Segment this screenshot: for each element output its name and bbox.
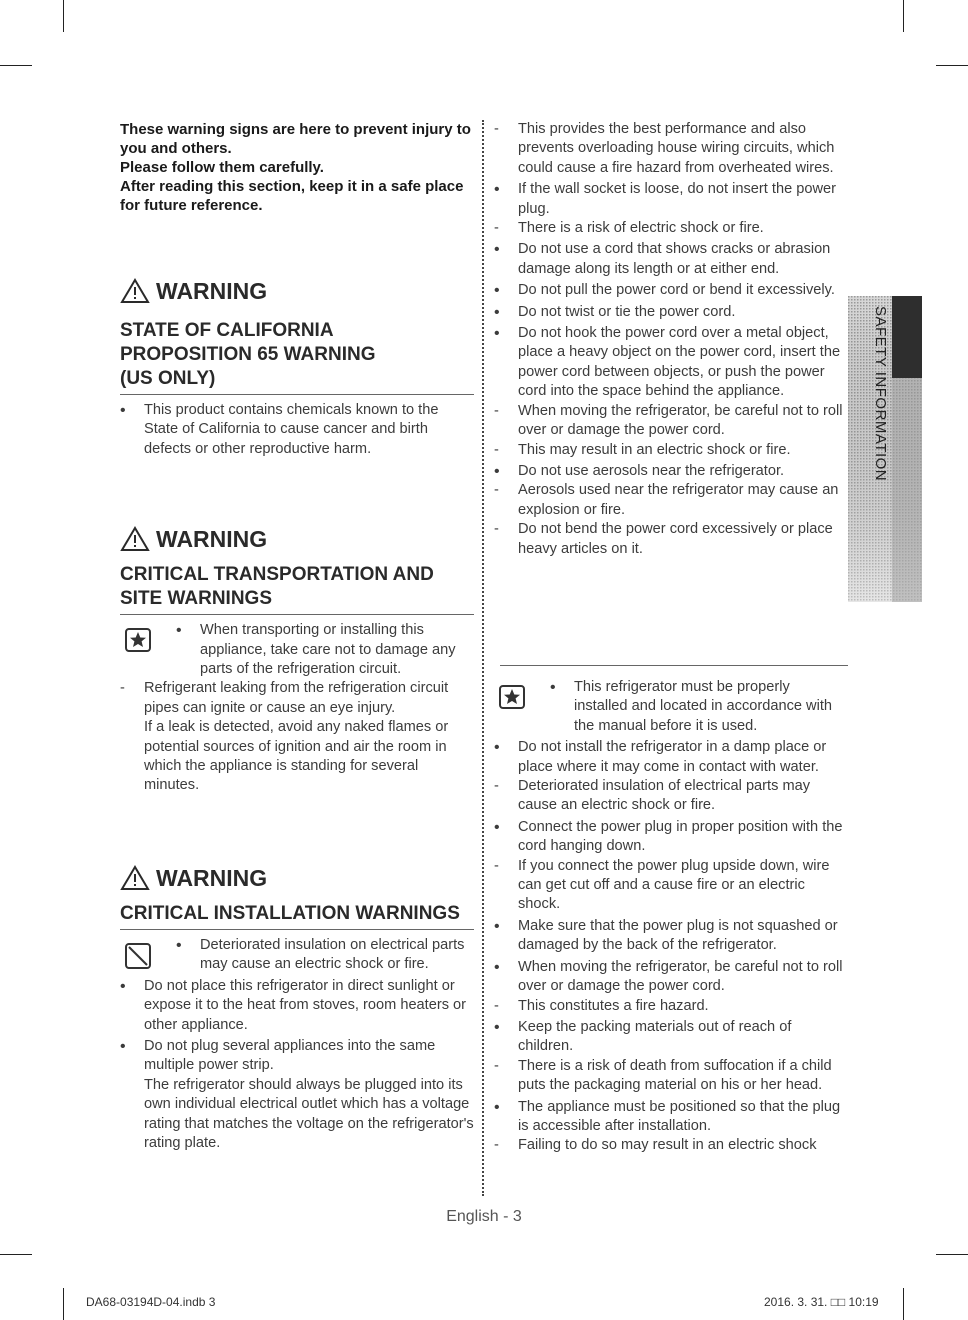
list-item: • Make sure that the power plug is not squashed or damaged by the back of the refrigerator. <box>494 917 846 956</box>
crop-mark <box>63 0 64 32</box>
section-title-line: CRITICAL TRANSPORTATION AND <box>120 564 434 586</box>
list-item: • Do not install the refrigerator in a damp place or place where it may come in contact with water. <box>494 738 846 777</box>
list-item: • The appliance must be positioned so that the plug is accessible after installation. <box>494 1098 846 1137</box>
section-items <box>120 936 474 1153</box>
warning-triangle-icon <box>120 526 150 552</box>
star-notice-icon <box>498 684 526 716</box>
list-item: • Do not pull the power cord or bend it excessively. <box>494 281 846 300</box>
list-item: • When moving the refrigerator, be careful not to roll over or damage the power cord. <box>494 958 846 997</box>
crop-mark <box>63 1288 64 1320</box>
list-item: • Do not use aerosols near the refrigerator. <box>494 462 846 481</box>
section-title-transport <box>120 563 474 615</box>
crop-mark <box>903 1288 904 1320</box>
warning-heading <box>120 525 474 553</box>
list-item: If a leak is detected, avoid any naked flames or potential sources of ignition and air the room in which the appliance is standing for several minutes. <box>144 719 449 794</box>
prohibited-icon <box>124 942 152 976</box>
warning-heading <box>120 277 474 305</box>
section-title-line: CRITICAL INSTALLATION WARNINGS <box>120 902 460 924</box>
date-slug: 2016. 3. 31. □□ 10:19 <box>764 1295 879 1309</box>
list-item: - Deteriorated insulation of electrical parts may cause an electric shock or fire. <box>494 777 846 816</box>
warning-triangle-icon <box>120 865 150 891</box>
side-tab-label: SAFETY INFORMATION <box>872 306 889 482</box>
list-item: • Do not plug several appliances into the same multiple power strip. <box>120 1037 474 1076</box>
divider-line <box>500 665 848 666</box>
warning-label: WARNING <box>156 864 268 891</box>
list-item: - Do not bend the power cord excessively or place heavy articles on it. <box>494 520 846 559</box>
list-item: - This may result in an electric shock or fire. <box>494 441 846 460</box>
right-column-lower <box>494 678 846 1156</box>
right-column <box>494 120 846 559</box>
list-item: - When moving the refrigerator, be careful not to roll over or damage the power cord. <box>494 402 846 441</box>
section-title-prop65 <box>120 319 474 395</box>
list-item: The refrigerator should always be plugged into its own individual electrical outlet which has a voltage rating that matches the voltage on the refrigerator's rating plate. <box>144 1076 474 1151</box>
crop-mark <box>936 65 968 66</box>
intro-line: Please follow them carefully. <box>120 159 324 176</box>
warning-block-transport <box>120 525 474 796</box>
list-item: • This product contains chemicals known to the State of California to cause cancer and birth defects or other reproductive harm. <box>120 401 474 459</box>
warning-block-prop65 <box>120 277 474 459</box>
section-items <box>120 621 474 796</box>
section-items <box>120 401 474 459</box>
icon-list-item: • This refrigerator must be properly installed and located in accordance with the manual before it is used. <box>494 678 846 736</box>
list-item: • If the wall socket is loose, do not insert the power plug. <box>494 180 846 219</box>
right-items-bottom <box>494 738 846 1156</box>
page-footer: English - 3 <box>446 1208 522 1225</box>
side-tab <box>848 296 922 602</box>
icon-list-item: • Deteriorated insulation on electrical parts may cause an electric shock or fire. <box>120 936 474 975</box>
crop-mark <box>936 1254 968 1255</box>
list-item: - Refrigerant leaking from the refrigeration circuit pipes can ignite or cause an eye injury. <box>120 679 474 718</box>
list-item: • Do not twist or tie the power cord. <box>494 303 846 322</box>
warning-block-installation <box>120 864 474 1153</box>
icon-item-text: This refrigerator must be properly installed and located in accordance with the manual before it is used. <box>574 679 832 734</box>
warning-heading <box>120 864 474 892</box>
icon-item-text: When transporting or installing this appliance, take care not to damage any parts of the refrigeration circuit. <box>200 622 456 678</box>
list-item: - This constitutes a fire hazard. <box>494 997 846 1016</box>
left-column <box>120 120 474 1153</box>
section-title-installation <box>120 902 474 930</box>
file-slug: DA68-03194D-04.indb 3 <box>86 1295 216 1309</box>
section-title-line: (US ONLY) <box>120 368 216 389</box>
intro-line: After reading this section, keep it in a safe place for future reference. <box>120 178 464 214</box>
list-item: • Keep the packing materials out of reach of children. <box>494 1018 846 1057</box>
icon-list-item: • When transporting or installing this appliance, take care not to damage any parts of the refrigeration circuit. <box>120 621 474 679</box>
section-title-line: SITE WARNINGS <box>120 588 273 610</box>
section-title-line: PROPOSITION 65 WARNING <box>120 344 376 365</box>
list-item: - There is a risk of death from suffocation if a child puts the packaging material on his or her head. <box>494 1057 846 1096</box>
list-item: - There is a risk of electric shock or fire. <box>494 219 846 238</box>
column-divider <box>482 120 484 1196</box>
list-item: • Do not place this refrigerator in direct sunlight or expose it to the heat from stoves, room heaters or other appliance. <box>120 977 474 1035</box>
icon-item-text: Deteriorated insulation on electrical parts may cause an electric shock or fire. <box>200 936 465 973</box>
list-item: - Aerosols used near the refrigerator may cause an explosion or fire. <box>494 481 846 520</box>
star-notice-icon <box>124 627 152 659</box>
warning-label: WARNING <box>156 526 268 553</box>
crop-mark <box>0 1254 32 1255</box>
section-title-line: STATE OF CALIFORNIA <box>120 320 334 341</box>
list-item: • Connect the power plug in proper position with the cord hanging down. <box>494 818 846 857</box>
right-items-top <box>494 120 846 559</box>
warning-triangle-icon <box>120 278 150 304</box>
list-item: - If you connect the power plug upside down, wire can get cut off and a cause fire or an electric shock. <box>494 857 846 915</box>
crop-mark <box>903 0 904 32</box>
list-item: - This provides the best performance and also prevents overloading house wiring circuits, which could cause a fire hazard from overheated wires. <box>494 120 846 178</box>
intro-line: These warning signs are here to prevent injury to you and others. <box>120 121 471 157</box>
warning-label: WARNING <box>156 278 268 304</box>
list-item: - Failing to do so may result in an electric shock <box>494 1136 846 1155</box>
intro-text <box>120 120 474 215</box>
list-item: • Do not hook the power cord over a metal object, place a heavy object on the power cord, insert the power cord between objects, or push the power cord into the space behind the appliance. <box>494 324 846 402</box>
list-item: • Do not use a cord that shows cracks or abrasion damage along its length or at either end. <box>494 240 846 279</box>
crop-mark <box>0 65 32 66</box>
